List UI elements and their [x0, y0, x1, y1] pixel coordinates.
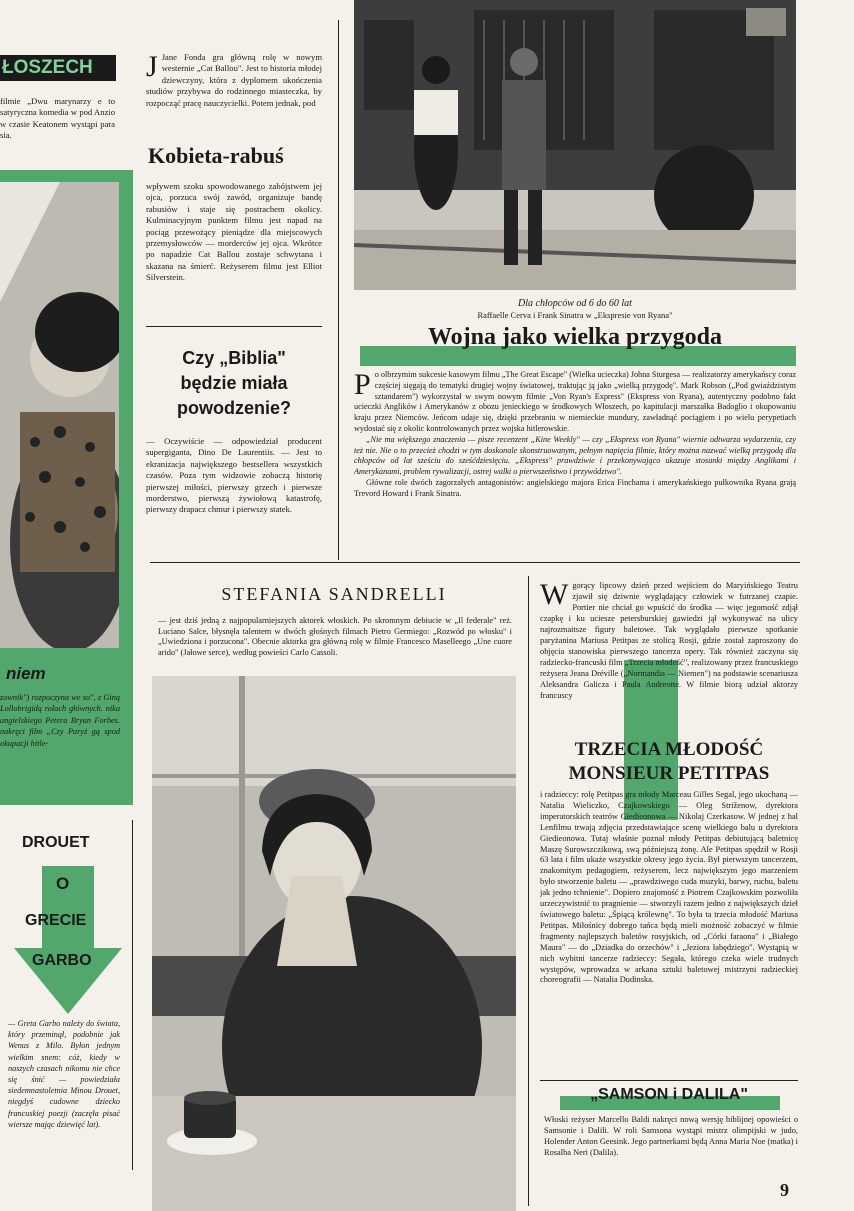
- green-section-title: niem: [6, 664, 46, 683]
- kobieta-title: Kobieta-rabuś: [148, 143, 284, 168]
- kobieta-intro: [146, 52, 322, 132]
- kobieta-bottom-rule: [146, 326, 322, 327]
- petitpas-title-line2: MONSIEUR PETITPAS: [568, 763, 770, 784]
- photo-train-sinatra: [354, 0, 796, 290]
- petitpas-title: [540, 738, 798, 786]
- photo-woman-leopard: [0, 182, 119, 648]
- green-section-text: zownik") rozpoczyna we so", z Giną Lollobrigidą rolach głównych. nika angielskiego Petera Bryan Forbes. nakręci film „Czy Paryż gą spod okupacji hitle-: [0, 693, 120, 748]
- petitpas-body: i radzieccy: rolę Petitpas gra młody Marceau Gilles Segal, jego ukochaną — Natalia Wieliczko, Czajkowskiego — Oleg Striženow, dyrektora imperatorskich teatrów Giedieonowa — Nikolaj Czerkasow. W jednej z hal Lenfilmu trwają zdjęcia przedstawiające scenę wielkiego balu u dyrektora Giedieonowa. Tutaj właśnie poznał młody Petitpas debiutującą baletnicę Maszę Surowszczikową, swą późniejszą żonę. Ale Petitpas spędził w Rosji 63 lata i film ukaże wszystkie okresy jego życia. Był pierwszym tancerzem, znakomitym pedagogiem, reżyserem, lecz największym jego marzeniem było stworzenie baletu — „prawdziwego cuda muzyki, barwy, ruchu, baletu jak jedno tchnienie". Dopiero znajomość z Piotrem Czajkowskim pozwoliła urzeczywistnić to pragnienie — stworzyli razem jedno z największych dzieł światowego baletu: „Śpiącą królewnę". To była ta trzecia młodość Mariusa Petitpas. Miłośnicy dobrego tańca będą mieli możność zobaczyć w filmie fragmenty najlepszych baletów rosyjskich, od „Córki faraona" i „Białego Maura" — do „Dziadka do orzechów" i „Jeziora łabędziego". Wystąpią w nich wybitni tancerze radzieccy: Segała, którego czeka wiele trudnych występów, wprowadza w arkana sztuki baletowej mistrzyni radzieckiej choreografii — Natalia Dudinska.: [540, 790, 798, 985]
- wojna-body-para1: [354, 370, 796, 435]
- samson-body: Włoski reżyser Marcello Baldi nakręci nową wersję biblijnej opowieści o Samsonie i Dalili. W roli Samsona wystąpi mistrz olimpijski w judo, Holender Anton Geesink. Jego partnerkami będą Anna Maria Noe (matka) i Rosalba Neri (Dalila).: [544, 1115, 798, 1157]
- photo-train-drawing: [354, 0, 796, 290]
- biblia-title-line3: powodzenie?: [177, 398, 291, 418]
- photo-stefania-sandrelli: [152, 676, 516, 1211]
- middle-horizontal-rule: [150, 562, 800, 563]
- drouet-title-garbo: GARBO: [32, 952, 92, 969]
- biblia-title-line1: Czy „Biblia": [182, 348, 286, 368]
- wojna-caption-line2: Raffaelle Cerva i Frank Sinatra w „Ekspresie von Ryana": [477, 310, 673, 320]
- petitpas-intro: [540, 580, 798, 730]
- header-tab-label: ŁOSZECH: [2, 57, 93, 78]
- right-column-rule: [528, 576, 529, 1206]
- photo-sandrelli-drawing: [152, 676, 516, 1211]
- sandrelli-body: — jest dziś jedną z najpopularniejszych aktorek włoskich. Po skromnym debiucie w „Il federale" reż. Luciano Salce, błysnęła talentem w dwóch głośnych filmach Pietro Germiego: „Rozwód po włosku" i „Uwiedziona i porzucona". Obecnie aktorka gra główną rolę w filmie Francesco Maselleego „Une cuore arido" (Jałowe serce), według powieści Carlo Cassoli.: [158, 616, 512, 657]
- wojna-body-para3: Główne role dwóch zagorzałych antagonistów: angielskiego majora Erica Finchama i amerykańskiego pułkownika Ryana grają Trevord Howard i Frank Sinatra.: [354, 477, 796, 498]
- biblia-body: — Oczywiście — odpowiedział producent supergiganta, Dino De Laurentiis. — Jest to ekranizacja największego bestsellera wszystkich czasów. Poza tym widzowie zobaczą historię pierwszej miłości, pierwszy grzech i pierwsze morderstwo, pierwszą żywiołową katastrofę, pierwszy drapacz chmur i pierwszy statek.: [146, 436, 322, 515]
- samson-title: „SAMSON i DALILA": [590, 1086, 748, 1103]
- left-column-rule: [132, 820, 133, 1170]
- kobieta-dropcap: J: [146, 52, 158, 83]
- drouet-title-grecie: GRECIE: [25, 912, 87, 929]
- samson-top-rule: [540, 1080, 798, 1081]
- petitpas-dropcap: W: [540, 580, 569, 611]
- drouet-body: — Greta Garbo należy do świata, który przeminął, podobnie jak Wenus z Milo. Byłon jednym wielkim snem: cóż, kiedy w naszych czasach nikomu nie chce się śnić — powiedziała siedemnastoletnia Minou Drouet, niegdyś cudowne dziecko francuskiej poezji (zaczęła pisać wiersze mając dziewięć lat).: [8, 1019, 120, 1129]
- sandrelli-title: STEFANIA SANDRELLI: [221, 584, 447, 604]
- wojna-body-text1: o olbrzymim sukcesie kasowym filmu „The Great Escape" (Wielka ucieczka) Johna Sturgesa — realizatorzy amerykańscy coraz częściej sięgają do tematyki drugiej wojny światowej, traktując ją jako „wielką przygodę". Mark Robson („Pod gwiaździstym sztandarem") wykorzystał w swym nowym filmie „Von Ryan's Express" (Ekspress von Ryana), autentyczny podobno fakt ucieczki Anglików i Amerykanów z obozu jenieckiego w środkowych Włoszech, po kapitulacji marszałka Badoglio i okupowaniu kraju przez Niemców. Jeńcom udaje się, dzięki przebraniu w niemieckie mundury, zawładnąć pociągiem i po wielu perypetiach wydostać się z okolic kontrolowanych przez wojska hitlerowskie.: [354, 370, 796, 433]
- header-tab: [0, 55, 116, 81]
- center-column-rule: [338, 20, 339, 560]
- kobieta-body: wpływem szoku spowodowanego zabójstwem jej ojca, porzuca swój zawód, organizuje bandę rabusiów i staje się postrachem okolicy. Kulminacyjnym punktem filmu jest napad na pociąg przewożący pieniądze dla miejscowych przemysłowców — morderców jej ojca. Wkrótce po napadzie Cat Ballou zostaje schwytana i skazana na śmierć. Reżyserem filmu jest Elliot Silverstein.: [146, 181, 322, 283]
- drouet-title: DROUET: [22, 834, 90, 851]
- page-number: 9: [780, 1180, 789, 1200]
- wojna-body-para2: „Nie ma większego znaczenia — pisze recenzent „Kine Weekly" — czy „Ekspress von Ryana" wiernie odtwarza wydarzenia, czy też nie. Nie o to przecież chodzi w tym doskonale skonstruowanym, pełnym napięcia filmie, który można nazwać wielką przygodą dla chłopców od lat sześciu do sześćdziesięciu. „Ekspress" prawdziwie i przekonywająco ukazuje stosunki między Anglikami i Amerykanami, problem rywalizacji, ostrej walki o pierwszeństwo i przywództwo".: [354, 434, 796, 477]
- biblia-title: [146, 346, 322, 421]
- wojna-title: Wojna jako wielka przygoda: [427, 324, 723, 350]
- kobieta-intro-text: Jane Fonda gra główną rolę w nowym westernie „Cat Ballou". Jest to historia młodej dziewczyny, która z dyplomem ukończenia studiów przybywa do rodzinnego miasteczka, by rozpocząć pracę nauczycielki. Potem jednak, pod: [146, 52, 322, 108]
- petitpas-title-line1: TRZECIA MŁODOŚĆ: [574, 739, 764, 760]
- photo-woman-leopard-drawing: [0, 182, 119, 648]
- wojna-dropcap: P: [354, 370, 371, 401]
- petitpas-intro-text: gorący lipcowy dzień przed wejściem do Maryińskiego Teatru zjawił się dziwnie wyglądający człowiek w futrzanej czapie. Portier nie chciał go wpuścić do środka — więc jegomość zdjął czapkę i ku uciesze petersburskiej gawiedzi jął wykonywać na ulicy najrozmaitsze figury baletowe. Tak wyglądało pierwsze spotkanie paryżanina Mariusa Petitpas ze stolicą Rosji, gdzie został zaproszony do objęcia stanowiska pierwszego tancerza opery. Tak również zaczyna się radziecko-francuski film „Trzecia młodość", realizowany przez francuskiego reżysera Jeana Dréville („Normandia — Niemen") na podstawie scenariusza Aleksandra Galicza i Paula Andreotte. W filmie biorą udział aktorzy francuscy: [540, 581, 798, 700]
- wojna-body: [354, 370, 796, 552]
- biblia-title-line2: będzie miała: [180, 373, 288, 393]
- drouet-title-o: O: [56, 874, 70, 893]
- wojna-caption-line1: Dla chłopców od 6 do 60 lat: [518, 298, 632, 309]
- left-intro-text: filmie „Dwu marynarzy e to satyryczna komedia w pod Anzio w czasie Keatonem wystąpi para sia.: [0, 96, 115, 141]
